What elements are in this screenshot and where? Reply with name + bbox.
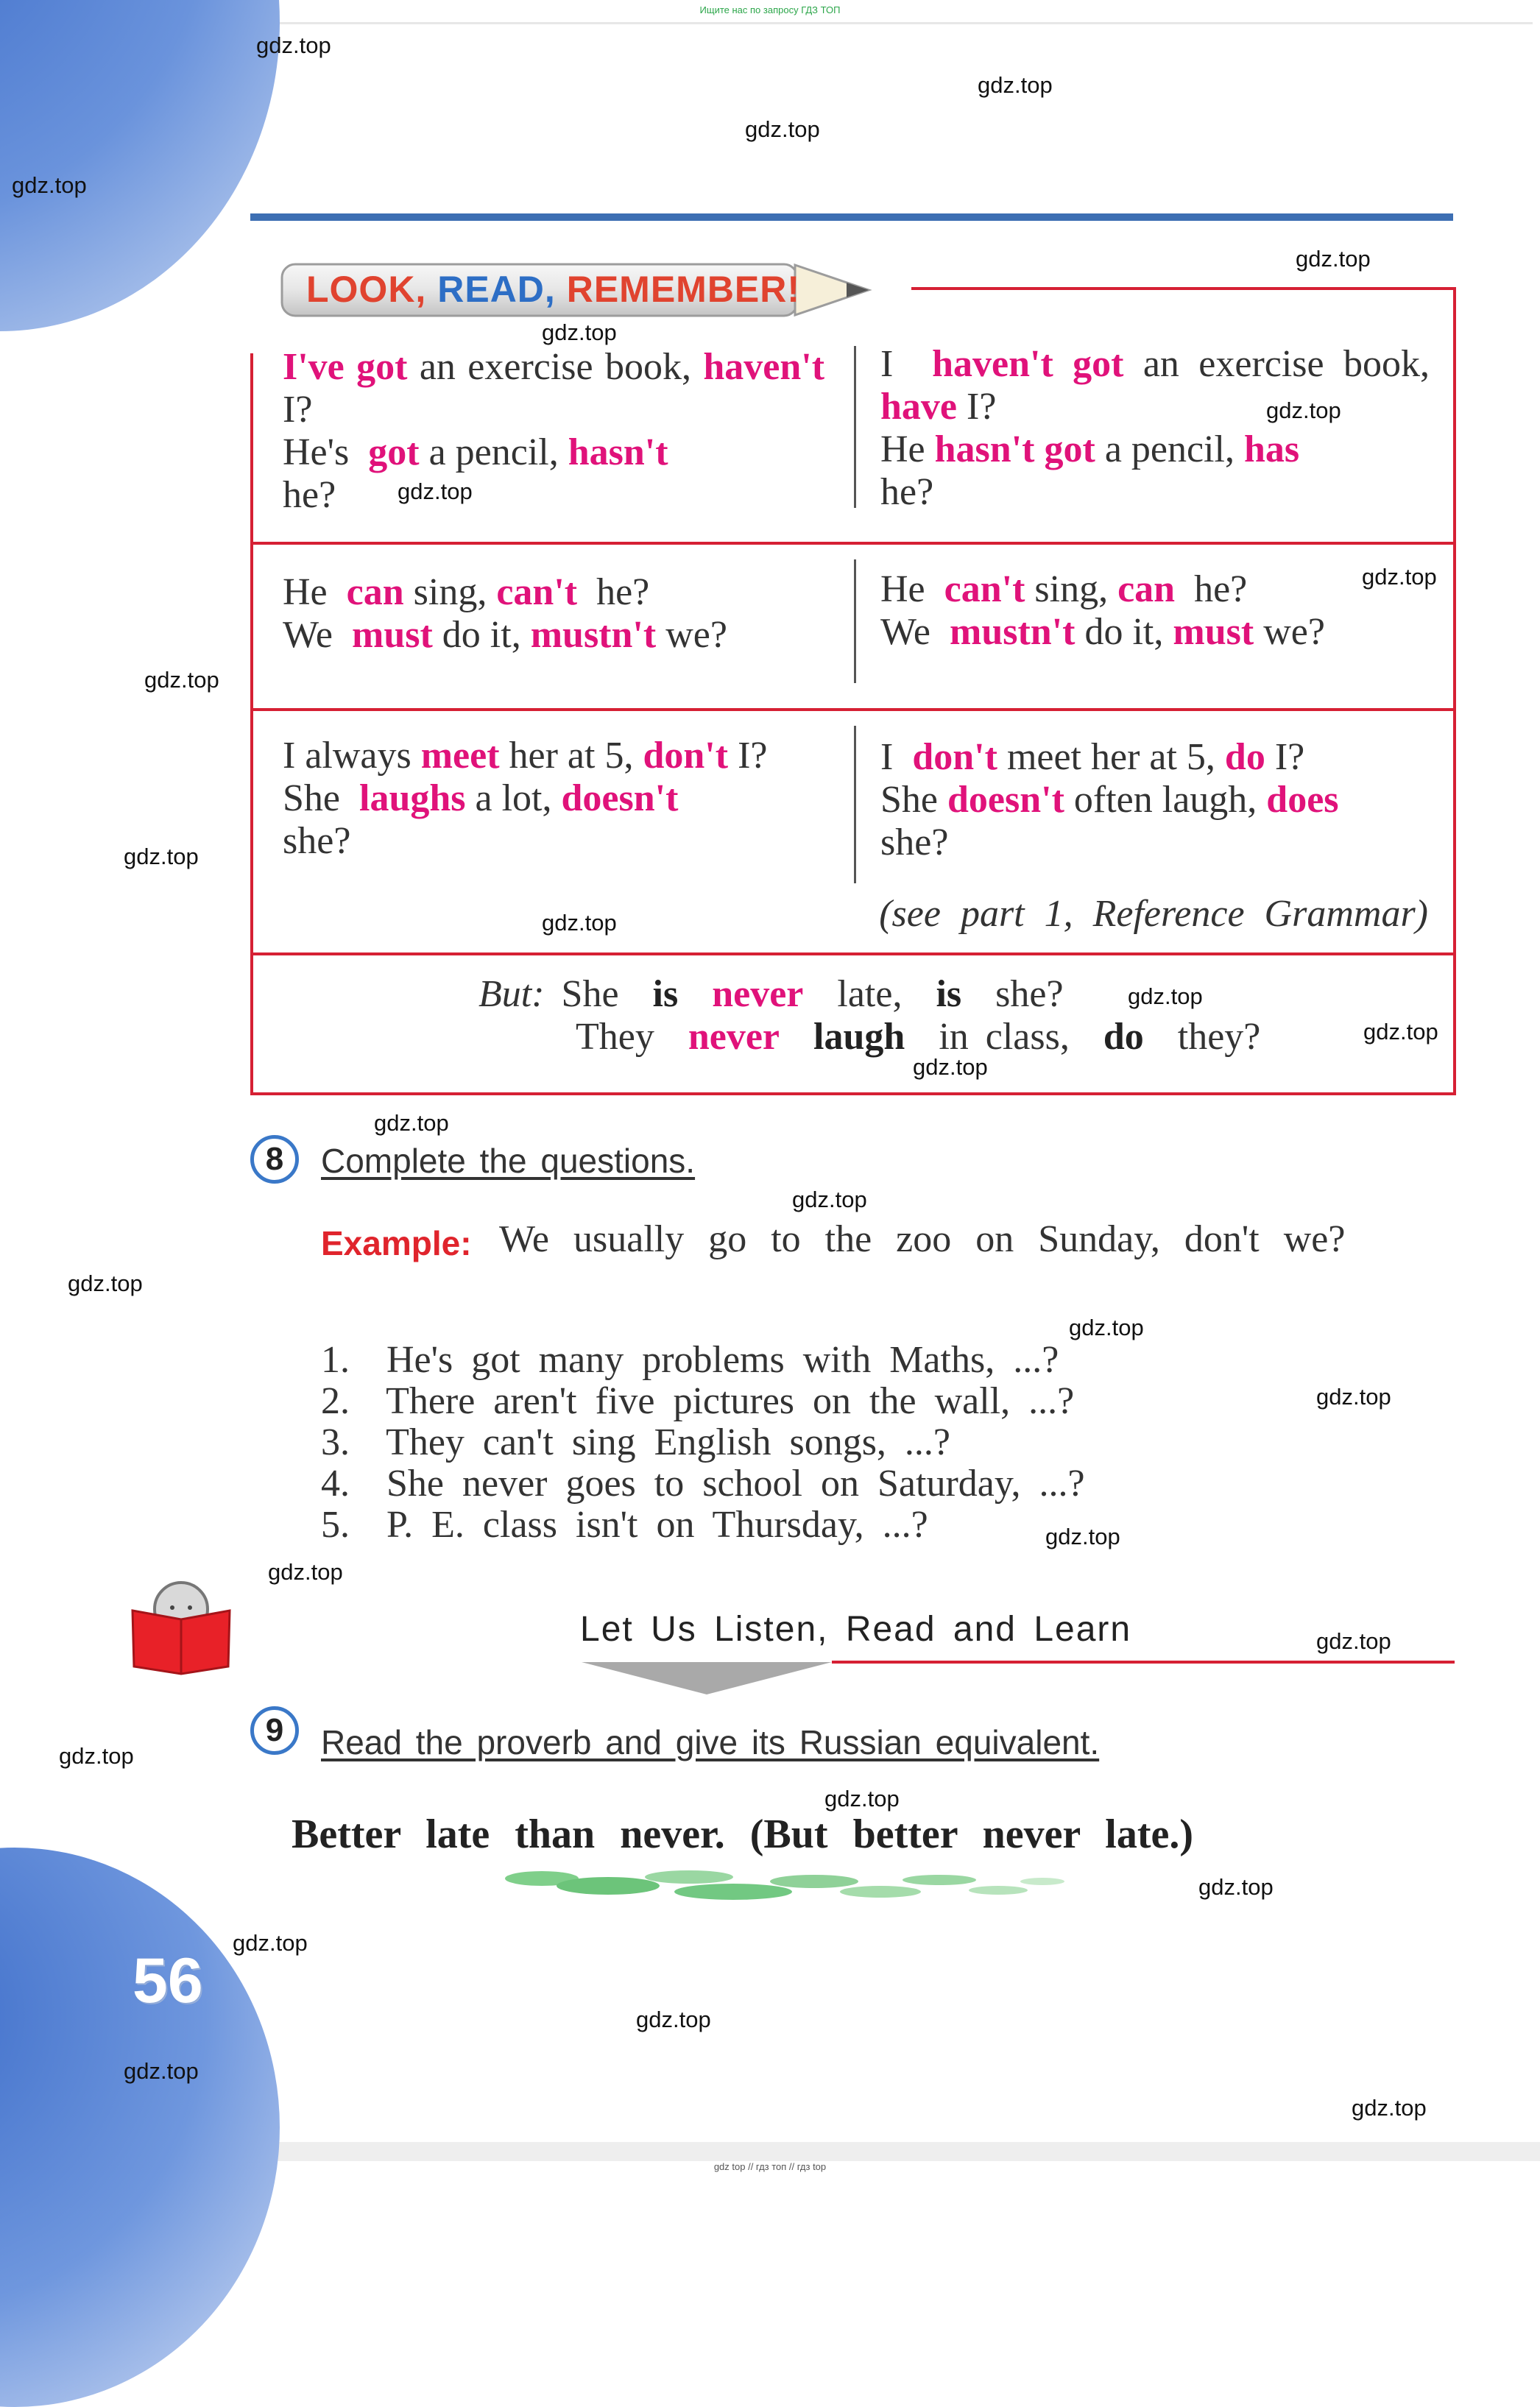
header-note: Ищите нас по запросу ГДЗ ТОП (699, 4, 841, 15)
proverb: Better late than never. (But better never late.) (292, 1812, 1193, 1857)
exercise-9-badge (250, 1706, 299, 1755)
r1-right: I haven't got an exercise book, have I? He hasn't got a pencil, has he? (880, 343, 1430, 513)
box-top-line (911, 287, 1456, 290)
col-divider-3 (854, 726, 856, 883)
watermark: gdz.top (636, 2007, 711, 2032)
col-divider-2 (854, 559, 856, 683)
watermark: gdz.top (1363, 1019, 1438, 1045)
exercise-9-number: 9 (265, 1712, 284, 1748)
pencil-label (280, 262, 877, 318)
watermark: gdz.top (1198, 1874, 1274, 1900)
page-number: 56 (133, 1945, 203, 2016)
word-look: LOOK, (306, 269, 427, 310)
r3-left: I always meet her at 5, don't I? She laughs a lot, doesn't she? (283, 735, 768, 862)
footer-note: gdz top // гдз топ // гдз top (713, 2161, 827, 2172)
watermark: gdz.top (542, 910, 617, 936)
box-row-sep-3 (250, 952, 1456, 955)
example-label: Example: (321, 1224, 472, 1262)
watermark: gdz.top (542, 319, 617, 345)
list-item: 3. They can't sing English songs, ...? (321, 1421, 951, 1463)
section-2-arrow (582, 1662, 832, 1696)
r2-right: He can't sing, can he? We mustn't do it, must we? (880, 568, 1325, 653)
box-right-line (1453, 287, 1456, 1095)
watermark: gdz.top (978, 72, 1053, 98)
box-row-sep-1 (250, 542, 1456, 545)
but-row: But: She is never late, is she? They never laugh in class, do they? (478, 973, 1261, 1058)
watermark: gdz.top (1352, 2095, 1427, 2121)
list-item: 5. P. E. class isn't on Thursday, ...? (321, 1504, 928, 1546)
watermark: gdz.top (59, 1743, 134, 1769)
watermark: gdz.top (1362, 564, 1437, 590)
reading-character-icon (130, 1580, 233, 1675)
watermark: gdz.top (144, 667, 219, 693)
watermark: gdz.top (913, 1054, 988, 1080)
box-row-sep-2 (250, 708, 1456, 711)
exercise-8-number: 8 (265, 1141, 284, 1177)
watermark: gdz.top (233, 1930, 308, 1956)
list-item: 4. She never goes to school on Saturday, ...? (321, 1463, 1085, 1505)
exercise-8-instruction: Complete the questions. (321, 1142, 696, 1180)
watermark: gdz.top (1045, 1524, 1120, 1549)
watermark: gdz.top (792, 1187, 867, 1212)
watermark: gdz.top (12, 172, 87, 198)
top-blue-rule (250, 213, 1453, 221)
watermark: gdz.top (1128, 983, 1203, 1009)
list-item: 1. He's got many problems with Maths, ...? (321, 1339, 1059, 1381)
watermark: gdz.top (124, 844, 199, 869)
watermark: gdz.top (1316, 1384, 1391, 1410)
list-item: 2. There aren't five pictures on the wall, ...? (321, 1380, 1075, 1422)
look-read-remember (306, 268, 800, 311)
watermark: gdz.top (374, 1110, 449, 1136)
col-divider-1 (854, 346, 856, 508)
watermark: gdz.top (398, 478, 473, 504)
watermark: gdz.top (745, 116, 820, 142)
exercise-8-badge (250, 1135, 299, 1184)
watermark: gdz.top (1296, 246, 1371, 272)
exercise-8-list (321, 1340, 1085, 1546)
example-text: We usually go to the zoo on Sunday, don't we? (499, 1218, 1346, 1260)
section-2-title: Let Us Listen, Read and Learn (580, 1610, 1132, 1649)
watermark: gdz.top (824, 1786, 900, 1812)
watermark: gdz.top (268, 1559, 343, 1585)
green-brush-decoration (498, 1861, 1087, 1905)
r3-right: I don't meet her at 5, do I? She doesn't often laugh, does she? (880, 736, 1339, 863)
watermark: gdz.top (68, 1270, 143, 1296)
top-left-circle (0, 0, 280, 331)
section-2-red-rule (832, 1661, 1455, 1664)
watermark: gdz.top (1316, 1628, 1391, 1654)
watermark: gdz.top (256, 32, 331, 58)
watermark: gdz.top (1266, 397, 1341, 423)
watermark: gdz.top (1069, 1315, 1144, 1340)
box-bottom-line (250, 1092, 1456, 1095)
exercise-9-instruction: Read the proverb and give its Russian equivalent. (321, 1723, 1100, 1761)
watermark: gdz.top (124, 2058, 199, 2084)
r2-left: He can sing, can't he? We must do it, mustn't we? (283, 571, 727, 656)
word-read: READ, (437, 269, 556, 310)
word-remember: REMEMBER! (566, 269, 801, 310)
r1-left: I've got an exercise book, haven't I? He's got a pencil, hasn't he? (283, 346, 825, 516)
reference-note: (see part 1, Reference Grammar) (879, 893, 1428, 935)
box-left-line (250, 353, 253, 1095)
